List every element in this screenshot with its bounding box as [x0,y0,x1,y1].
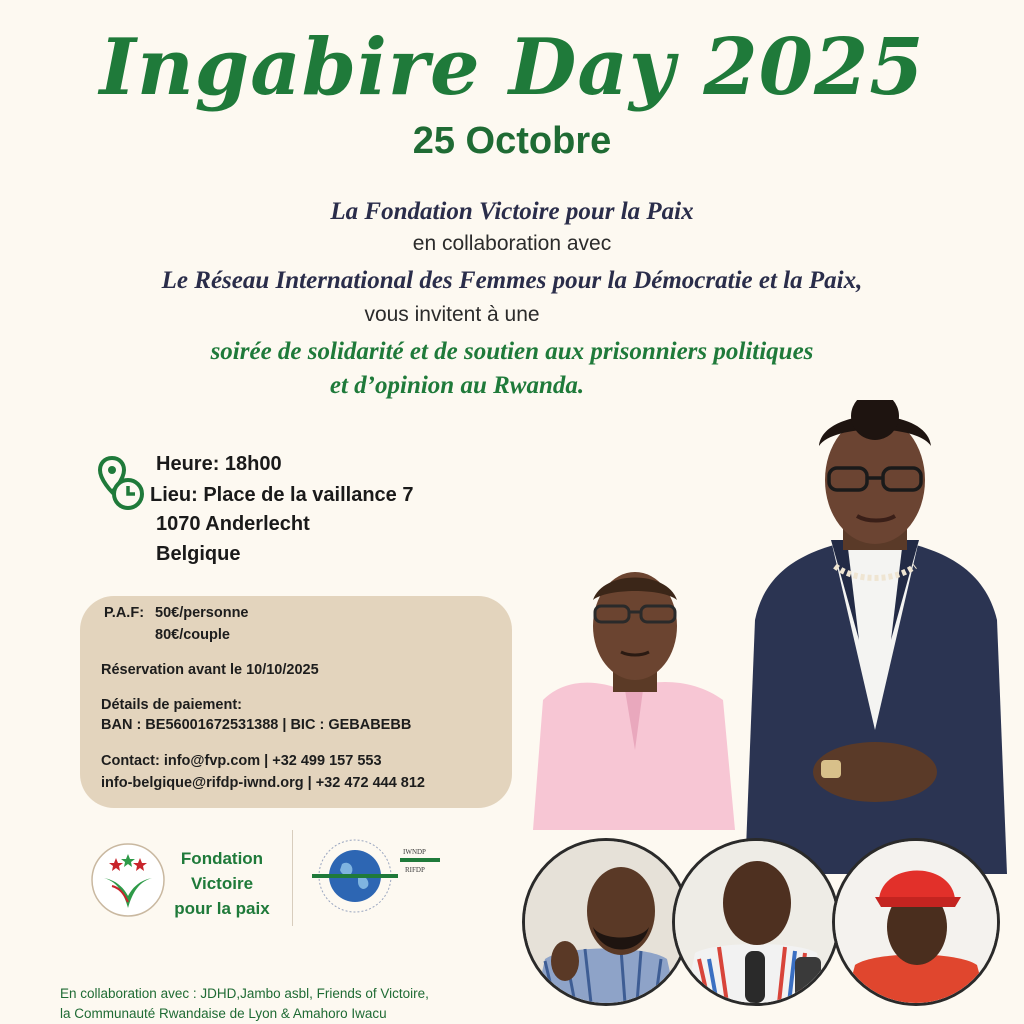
collaboration-text: en collaboration avec [412,232,612,255]
paf-couple: 80€/couple [155,627,230,643]
portrait-man-striped-shirt [672,838,840,1006]
event-description-1: soirée de solidarité et de soutien aux prisonniers politiques [210,338,814,365]
footer-line-1: En collaboration avec : JDHD,Jambo asbl, Friends of Victoire, [60,986,429,1001]
contact-line-1: Contact: info@fvp.com | +32 499 157 553 [101,753,382,769]
reservation-deadline: Réservation avant le 10/10/2025 [101,662,319,678]
venue-city: 1070 Anderlecht [156,513,310,535]
footer-line-2: la Communauté Rwandaise de Lyon & Amahoro Iwacu [60,1006,387,1021]
paf-person: 50€/personne [155,605,249,621]
payment-info: BAN : BE56001672531388 | BIC : GEBABEBB [101,717,412,733]
event-date: 25 Octobre [412,120,612,162]
portrait-man-plaid-shirt [522,838,690,1006]
event-description-2: et d’opinion au Rwanda. [329,372,585,399]
rifdp-top-label: IWNDP [403,848,426,856]
venue-place: Lieu: Place de la vaillance 7 [150,484,414,506]
portrait-man-red-cap [832,838,1000,1006]
fvp-logo-line-3: pour la paix [174,899,270,918]
venue-time: Heure: 18h00 [156,453,282,475]
organizer-2: Le Réseau International des Femmes pour la Démocratie et la Paix, [161,267,863,294]
fvp-logo [90,842,166,918]
rifdp-bottom-label: RIFDP [405,866,425,874]
photo-man-pink-shirt [533,560,735,830]
rifdp-logo [312,836,398,916]
logo-divider [292,830,293,926]
location-clock-icon [98,456,146,512]
rifdp-bar [400,858,440,862]
event-title: Ingabire Day 2025 [99,22,925,113]
footer-collaborators [60,984,429,1024]
invite-text: vous invitent à une [364,303,540,326]
venue-country: Belgique [156,543,241,565]
paf-label: P.A.F: [104,605,145,621]
fvp-logo-line-1: Fondation [180,849,264,868]
payment-label: Détails de paiement: [101,697,243,713]
photo-woman-navy-blazer [735,400,1013,874]
contact-line-2: info-belgique@rifdp-iwnd.org | +32 472 444 812 [101,775,425,791]
organizer-1: La Fondation Victoire pour la Paix [330,198,694,225]
fvp-logo-line-2: Victoire [190,874,254,893]
